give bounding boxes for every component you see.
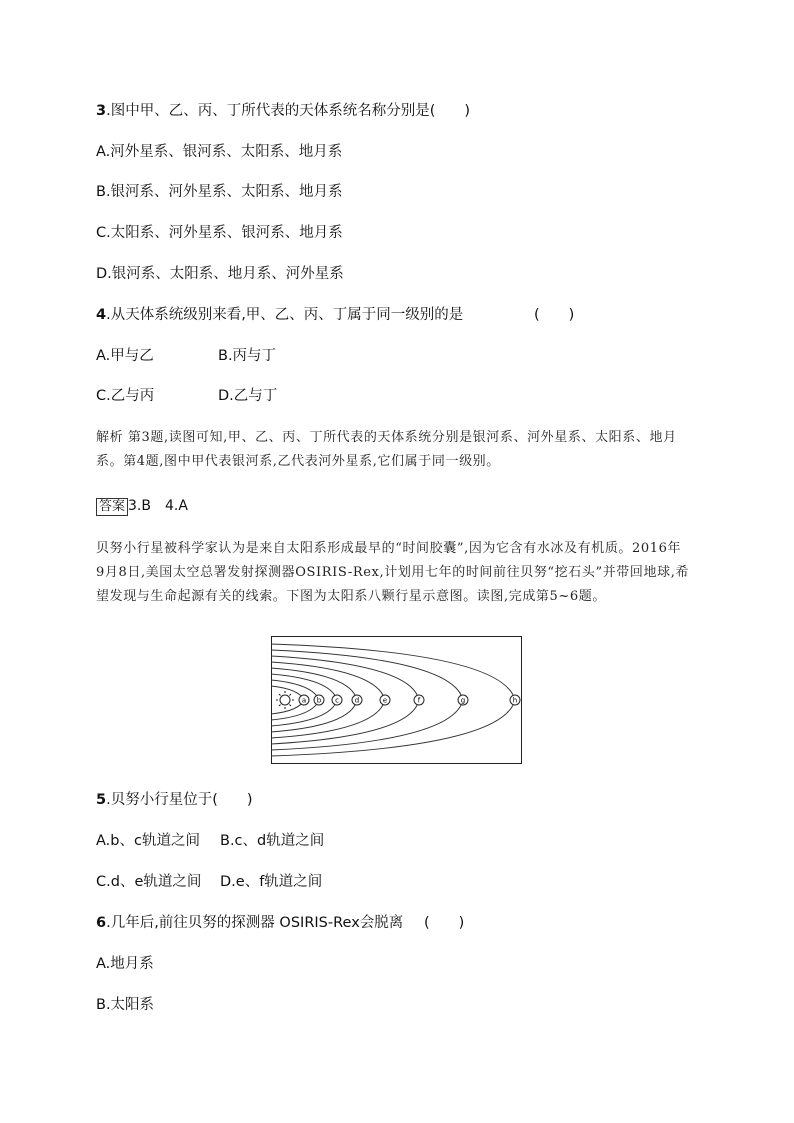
planet-f bbox=[414, 695, 424, 705]
q5-option-c: C.d、e轨道之间 bbox=[96, 874, 202, 890]
q5-option-a: A.b、c轨道之间 bbox=[96, 833, 200, 849]
q5-text: .贝努小行星位于( ) bbox=[106, 792, 253, 808]
q4-stem bbox=[96, 306, 463, 324]
q4-text: .从天体系统级别来看,甲、乙、丙、丁属于同一级别的是 bbox=[106, 307, 464, 323]
planet-label-g: g bbox=[460, 696, 466, 705]
explanation bbox=[96, 426, 696, 474]
q3-option-b: B.银河系、河外星系、太阳系、地月系 bbox=[96, 184, 343, 200]
passage-line-3: 望发现与生命起源有关的线索。下图为太阳系八颗行星示意图。读图,完成第5~6题。 bbox=[96, 589, 606, 604]
q4-answer-paren: ( ) bbox=[534, 307, 575, 323]
answer-text: 3.B 4.A bbox=[128, 498, 188, 514]
q5-stem bbox=[96, 791, 253, 809]
passage-line-1: 贝努小行星被科学家认为是来自太阳系形成最早的“时间胶囊”,因为它含有水冰及有机质。2016年 bbox=[96, 541, 682, 556]
q6-option-a: A.地月系 bbox=[96, 956, 154, 972]
planet-d bbox=[352, 695, 362, 705]
planet-label-f: f bbox=[417, 696, 421, 705]
q5-option-d: D.e、f轨道之间 bbox=[220, 874, 323, 890]
q5-number: 5 bbox=[96, 792, 107, 808]
planet-label-h: h bbox=[512, 696, 518, 705]
q3-number: 3 bbox=[96, 103, 107, 119]
q3-option-a: A.河外星系、银河系、太阳系、地月系 bbox=[96, 144, 343, 160]
q5-option-b: B.c、d轨道之间 bbox=[220, 833, 325, 849]
q4-option-a: A.甲与乙 bbox=[96, 348, 154, 364]
q6-option-b: B.太阳系 bbox=[96, 997, 155, 1013]
solar-system-diagram bbox=[271, 636, 523, 765]
q6-stem bbox=[96, 914, 403, 932]
planet-a bbox=[299, 695, 309, 705]
answer-badge: 答案 bbox=[96, 498, 128, 516]
explanation-line-1: 解析 第3题,读图可知,甲、乙、丙、丁所代表的天体系统分别是银河系、河外星系、太阳系、地月 bbox=[96, 430, 677, 445]
planet-c bbox=[332, 695, 342, 705]
planet-g bbox=[458, 695, 468, 705]
q4-number: 4 bbox=[96, 307, 107, 323]
planet-b bbox=[314, 695, 324, 705]
q4-option-c: C.乙与丙 bbox=[96, 388, 155, 404]
planet-label-a: a bbox=[301, 696, 307, 705]
planet-label-e: e bbox=[382, 696, 388, 705]
planet-label-b: b bbox=[316, 696, 322, 705]
planet-e bbox=[380, 695, 390, 705]
q6-answer-paren: ( ) bbox=[424, 915, 465, 931]
q6-text: .几年后,前往贝努的探测器 OSIRIS-Rex会脱离 bbox=[106, 915, 404, 931]
q4-option-b: B.丙与丁 bbox=[218, 348, 277, 364]
q3-option-d: D.银河系、太阳系、地月系、河外星系 bbox=[96, 266, 344, 282]
passage bbox=[96, 537, 696, 609]
q4-option-d: D.乙与丁 bbox=[218, 388, 278, 404]
q6-number: 6 bbox=[96, 915, 107, 931]
q3-text: .图中甲、乙、丙、丁所代表的天体系统名称分别是( ) bbox=[106, 103, 471, 119]
explanation-line-2: 系。第4题,图中甲代表银河系,乙代表河外星系,它们属于同一级别。 bbox=[96, 454, 500, 469]
q3-option-c: C.太阳系、河外星系、银河系、地月系 bbox=[96, 225, 343, 241]
passage-line-2: 9月8日,美国太空总署发射探测器OSIRIS-Rex,计划用七年的时间前往贝努“挖石头”并带回地球,希 bbox=[96, 565, 690, 580]
planet-label-d: d bbox=[354, 696, 360, 705]
planet-label-c: c bbox=[335, 696, 339, 705]
answer-row bbox=[96, 497, 188, 516]
planet-h bbox=[510, 695, 520, 705]
q3-stem bbox=[96, 102, 470, 120]
